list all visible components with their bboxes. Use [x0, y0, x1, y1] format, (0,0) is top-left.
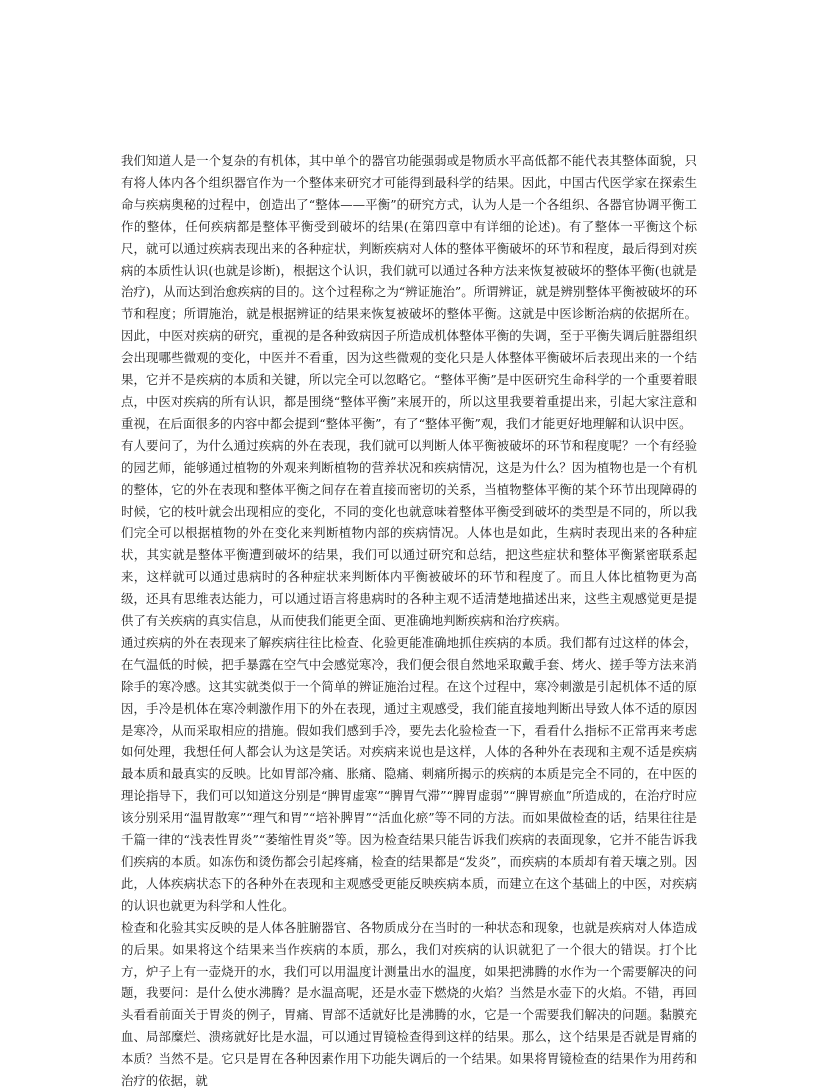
paragraph-2: 有人要问了，为什么通过疾病的外在表现，我们就可以判断人体平衡被破坏的环节和程度呢？一个有经验的园艺师，能够通过植物的外观来判断植物的营养状况和疾病情况，这是为什么？因为植物也是一个有机的整体，它的外在表现和整体平衡之间存在着直接而密切的关系，当植物整体平衡的某个环节出现障碍的时候，它的枝叶就会出现相应的变化，不同的变化也就意味着整体平衡受到破坏的类型是不同的，所以我们完全可以根据植物的外在变化来判断植物内部的疾病情况。人体也是如此，生病时表现出来的各种症状，其实就是整体平衡遭到破坏的结果，我们可以通过研究和总结，把这些症状和整体平衡紧密联系起来，这样就可以通过患病时的各种症状来判断体内平衡被破坏的环节和程度了。而且人体比植物更为高级，还具有思维表达能力，可以通过语言将患病时的各种主观不适清楚地描述出来，这些主观感觉更是提供了有关疾病的真实信息，从而使我们能更全面、更准确地判断疾病和治疗疾病。 — [121, 437, 697, 629]
paragraph-1: 我们知道人是一个复杂的有机体，其中单个的器官功能强弱或是物质水平高低都不能代表其整体面貌，只有将人体内各个组织器官作为一个整体来研究才可能得到最科学的结果。因此，中国古代医学家在探索生命与疾病奥秘的过程中，创造出了“整体——平衡”的研究方式，认为人是一个各组织、各器官协调平衡工作的整体，任何疾病都是整体平衡受到破坏的结果(在第四章中有详细的论述)。有了整体一平衡这个标尺，就可以通过疾病表现出来的各种症状，判断疾病对人体的整体平衡破坏的环节和程度，最后得到对疾病的本质性认识(也就是诊断)，根据这个认识，我们就可以通过各种方法来恢复被破坏的整体平衡(也就是治疗)，从而达到治愈疾病的目的。这个过程称之为“辨证施治”。所谓辨证，就是辨别整体平衡被破坏的环节和程度；所谓施治，就是根据辨证的结果来恢复被破坏的整体平衡。这就是中医诊断治病的依据所在。因此，中医对疾病的研究，重视的是各种致病因子所造成机体整体平衡的失调，至于平衡失调后脏器组织会出现哪些微观的变化，中医并不看重，因为这些微观的变化只是人体整体平衡破坏后表现出来的一个结果，它并不是疾病的本质和关键，所以完全可以忽略它。“整体平衡”是中医研究生命科学的一个重要着眼点，中医对疾病的所有认识，都是围绕“整体平衡”来展开的，所以这里我要着重提出来，引起大家注意和重视，在后面很多的内容中都会提到“整体平衡”，有了“整体平衡”观，我们才能更好地理解和认识中医。 — [121, 153, 697, 431]
document-body — [121, 150, 697, 1092]
paragraph-4: 检查和化验其实反映的是人体各脏腑器官、各物质成分在当时的一种状态和现象，也就是疾病对人体造成的后果。如果将这个结果来当作疾病的本质，那么，我们对疾病的认识就犯了一个很大的错误。打个比方，炉子上有一壶烧开的水，我们可以用温度计测量出水的温度，如果把沸腾的水作为一个需要解决的问题，我要问：是什么使水沸腾？是水温高呢，还是水壶下燃烧的火焰？当然是水壶下的火焰。不错，再回头看看前面关于胃炎的例子，胃痛、胃部不适就好比是沸腾的水，它是一个需要我们解决的问题。黏膜充血、局部糜烂、溃疡就好比是水温，可以通过胃镜检查得到这样的结果。那么，这个结果是否就是胃痛的本质？当然不是。它只是胃在各种因素作用下功能失调后的一个结果。如果将胃镜检查的结果作为用药和治疗的依据，就 — [121, 919, 697, 1089]
paragraph-3: 通过疾病的外在表现来了解疾病往往比检查、化验更能准确地抓住疾病的本质。我们都有过这样的体会，在气温低的时候，把手暴露在空气中会感觉寒冷，我们便会很自然地采取戴手套、烤火、搓手等方法来消除手的寒冷感。这其实就类似于一个简单的辨证施治过程。在这个过程中，寒冷刺激是引起机体不适的原因，手冷是机体在寒冷刺激作用下的外在表现，通过主观感受，我们能直接地判断出导致人体不适的原因是寒冷，从而采取相应的措施。假如我们感到手冷，要先去化验检查一下，看看什么指标不正常再来考虑如何处理，我想任何人都会认为这是笑话。对疾病来说也是这样，人体的各种外在表现和主观不适是疾病最本质和最真实的反映。比如胃部冷痛、胀痛、隐痛、刺痛所揭示的疾病的本质是完全不同的，在中医的理论指导下，我们可以知道这分别是“脾胃虚寒”“脾胃气滞”“脾胃虚弱”“脾胃瘀血”所造成的，在治疗时应该分别采用“温胃散寒”“理气和胃”“培补脾胃”“活血化瘀”等不同的方法。而如果做检查的话，结果往往是千篇一律的“浅表性胃炎”“萎缩性胃炎”等。因为检查结果只能告诉我们疾病的表面现象，它并不能告诉我们疾病的本质。如冻伤和烫伤都会引起疼痛，检查的结果都是“发炎”，而疾病的本质却有着天壤之别。因此，人体疾病状态下的各种外在表现和主观感受更能反映疾病本质，而建立在这个基础上的中医，对疾病的认识也就更为科学和人性化。 — [121, 634, 697, 913]
